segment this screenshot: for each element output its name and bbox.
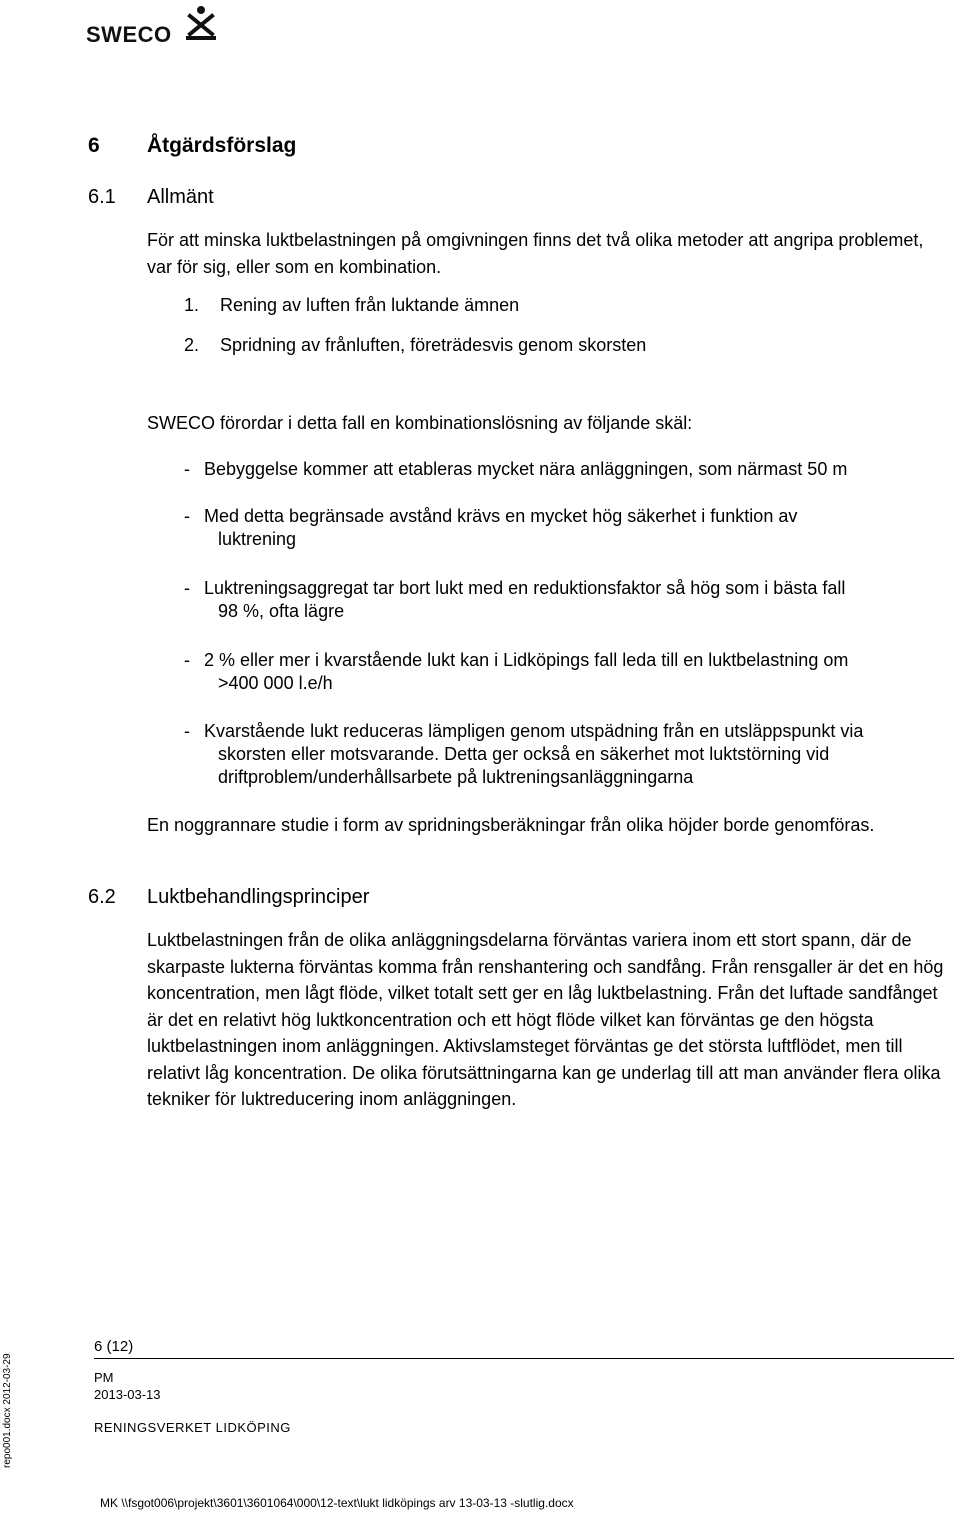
- recommendation-paragraph: SWECO förordar i detta fall en kombinationslösning av följande skäl:: [147, 413, 693, 433]
- reason-line: Med detta begränsade avstånd krävs en mycket hög säkerhet i funktion av: [204, 506, 798, 526]
- reason-line: Bebyggelse kommer att etableras mycket nära anläggningen, som närmast 50 m: [204, 459, 848, 479]
- list-number: 2.: [184, 335, 200, 355]
- closing-paragraph: En noggrannare studie i form av spridningsberäkningar från olika höjder borde genomföras.: [147, 815, 875, 835]
- list-item: [0, 292, 960, 319]
- reason-text: [204, 458, 954, 481]
- reason-line: 98 %, ofta lägre: [218, 601, 345, 621]
- reason-line: driftproblem/underhållsarbete på luktreningsanläggningarna: [218, 767, 694, 787]
- page-number: 6 (12): [94, 1338, 134, 1355]
- section-number: 6.2: [88, 886, 116, 908]
- reason-item: [0, 505, 960, 553]
- bullet-dash: -: [184, 650, 190, 670]
- body-paragraph: Luktbelastningen från de olika anläggningsdelarna förväntas variera inom ett stort spann, där de skarpaste lukterna förväntas komma från renshantering och sandfång. Från rensgaller är det en hög koncentration, men lågt flöde, vilket totalt sett ger en låg luktbelastning. Från det luftade sandfånget är det en relativt hög luktkoncentration och ett högt flöde vilket kan förväntas ge den högsta luktbelastningen inom anläggningen. Aktivslamsteget förväntas ge det största luftflödet, men till relativt låg koncentration. De olika förutsättningarna kan ge underlag till att man använder flera olika tekniker för luktreducering inom anläggningen.: [147, 930, 944, 1109]
- section-6-1-heading: [0, 186, 960, 212]
- doc-date: 2013-03-13: [94, 1387, 161, 1402]
- list-text: Spridning av frånluften, företrädesvis genom skorsten: [220, 335, 647, 355]
- reason-item: [0, 720, 960, 792]
- doc-type: PM: [94, 1370, 114, 1385]
- section-title: Åtgärdsförslag: [147, 134, 297, 157]
- reason-text: [204, 649, 954, 695]
- reason-line: 2 % eller mer i kvarstående lukt kan i Lidköpings fall leda till en luktbelastning om: [204, 650, 849, 670]
- section-title: Allmänt: [147, 186, 214, 208]
- file-path: MK \\fsgot006\projekt\3601\3601064\000\12-text\lukt lidköpings arv 13-03-13 -slutlig.docx: [100, 1496, 574, 1510]
- list-item: [0, 332, 960, 359]
- reason-line: Kvarstående lukt reduceras lämpligen genom utspädning från en utsläppspunkt via: [204, 721, 864, 741]
- logo-wordmark: SWECO: [86, 22, 172, 47]
- intro-paragraph: För att minska luktbelastningen på omgivningen finns det två olika metoder att angripa problemet, var för sig, eller som en kombination.: [147, 230, 924, 277]
- reason-line: >400 000 l.e/h: [218, 673, 333, 693]
- reason-text: [204, 577, 954, 623]
- reason-text: [204, 720, 954, 789]
- section-6-heading: [0, 134, 960, 162]
- section-title: Luktbehandlingsprinciper: [147, 886, 370, 908]
- side-template-label: repo001.docx 2012-03-29: [2, 1353, 13, 1468]
- bullet-dash: -: [184, 506, 190, 526]
- section-number: 6: [88, 134, 100, 157]
- bullet-dash: -: [184, 578, 190, 598]
- reason-line: Luktreningsaggregat tar bort lukt med en reduktionsfaktor så hög som i bästa fall: [204, 578, 846, 598]
- reason-item: [0, 577, 960, 625]
- reason-line: luktrening: [218, 529, 297, 549]
- sweco-logo: [86, 4, 216, 46]
- footer-divider: [94, 1358, 954, 1359]
- bullet-dash: -: [184, 721, 190, 741]
- reason-text: [204, 505, 954, 551]
- reason-item: [0, 458, 960, 482]
- list-text: Rening av luften från luktande ämnen: [220, 295, 520, 315]
- section-number: 6.1: [88, 186, 116, 208]
- bullet-dash: -: [184, 459, 190, 479]
- sweco-figure-icon: [186, 4, 216, 40]
- project-name: RENINGSVERKET LIDKÖPING: [94, 1420, 291, 1435]
- reason-line: skorsten eller motsvarande. Detta ger också en säkerhet mot luktstörning vid: [218, 744, 830, 764]
- section-6-2-heading: [0, 886, 960, 912]
- list-number: 1.: [184, 295, 200, 315]
- reason-item: [0, 649, 960, 697]
